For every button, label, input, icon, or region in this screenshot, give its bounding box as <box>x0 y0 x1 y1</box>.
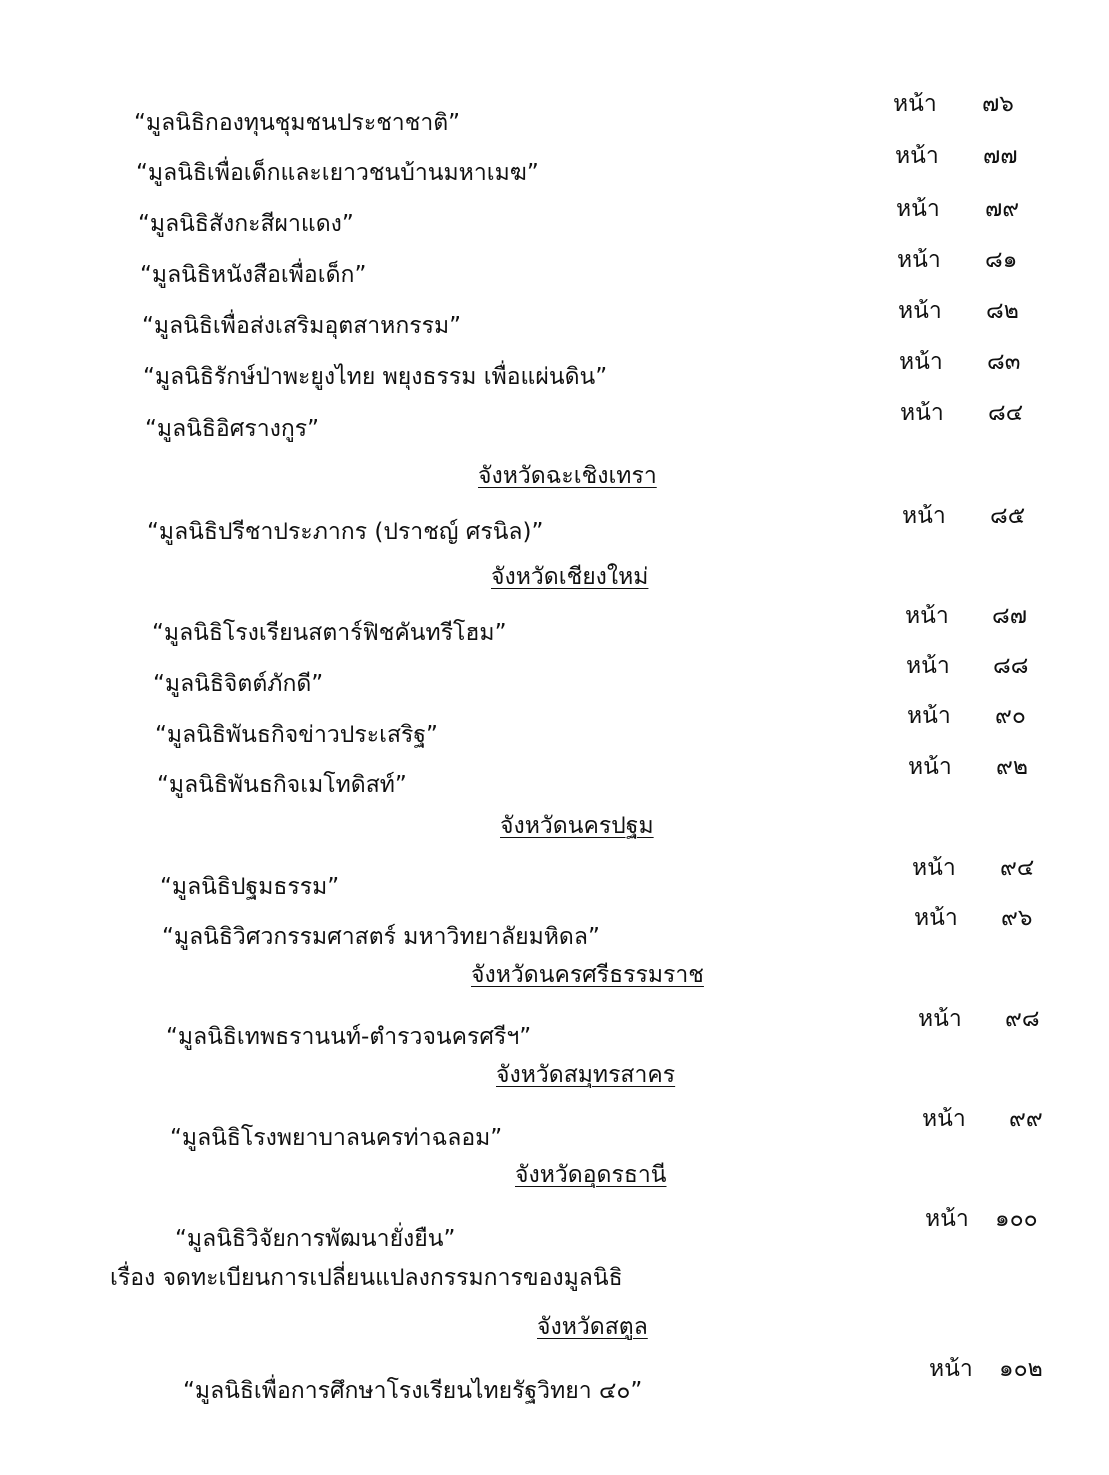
page-label: หน้า <box>912 855 956 881</box>
entry-name: “มูลนิธิเพื่อเด็กและเยาวชนบ้านมหาเมฆ” <box>136 160 539 186</box>
page-label: หน้า <box>925 1206 969 1232</box>
entry-name: “มูลนิธิเพื่อส่งเสริมอุตสาหกรรม” <box>142 313 462 339</box>
page-number: ๘๗ <box>992 603 1028 629</box>
province-heading: จังหวัดนครศรีธรรมราช <box>471 962 704 988</box>
page-number: ๑๐๒ <box>999 1356 1043 1382</box>
entry-name: “มูลนิธิปรีชาประภากร (ปราชญ์ ศรนิล)” <box>147 519 544 545</box>
entry-name: “มูลนิธิกองทุนชุมชนประชาชาติ” <box>134 110 461 136</box>
page-number: ๗๖ <box>982 91 1014 117</box>
page-number: ๘๔ <box>988 400 1024 426</box>
page-label: หน้า <box>922 1106 966 1132</box>
page-number: ๗๙ <box>985 196 1020 222</box>
page-label: หน้า <box>895 143 939 169</box>
page-label: หน้า <box>907 703 951 729</box>
page-label: หน้า <box>906 653 950 679</box>
page-label: หน้า <box>897 247 941 273</box>
page-label: หน้า <box>914 905 958 931</box>
page-number: ๘๒ <box>986 298 1019 324</box>
page-number: ๘๓ <box>987 349 1021 375</box>
page-label: หน้า <box>900 400 944 426</box>
province-heading: จังหวัดสมุทรสาคร <box>496 1062 676 1088</box>
entry-name: “มูลนิธิวิจัยการพัฒนายั่งยืน” <box>175 1226 456 1252</box>
entry-name: “มูลนิธิเพื่อการศึกษาโรงเรียนไทยรัฐวิทยา ๔๐” <box>183 1378 643 1404</box>
entry-name: “มูลนิธิจิตต์ภักดี” <box>153 671 324 697</box>
entry-name: “มูลนิธิหนังสือเพื่อเด็ก” <box>140 262 367 288</box>
page-number: ๘๕ <box>990 503 1026 529</box>
page-number: ๙๖ <box>1001 905 1033 931</box>
entry-name: “มูลนิธิรักษ์ป่าพะยูงไทย พยุงธรรม เพื่อแผ่นดิน” <box>143 364 608 390</box>
page-number: ๙๙ <box>1009 1106 1043 1132</box>
province-heading: จังหวัดนครปฐม <box>500 813 654 839</box>
province-heading: จังหวัดสตูล <box>537 1314 648 1340</box>
province-heading: จังหวัดอุดรธานี <box>515 1162 667 1188</box>
page-label: หน้า <box>902 503 946 529</box>
entry-name: “มูลนิธิสังกะสีผาแดง” <box>138 211 354 237</box>
page-number: ๑๐๐ <box>995 1206 1038 1232</box>
page-number: ๙๒ <box>996 754 1029 780</box>
page-number: ๙๔ <box>1000 855 1035 881</box>
entry-name: “มูลนิธิพันธกิจเมโทดิสท์” <box>157 772 407 798</box>
page-number: ๘๘ <box>993 653 1029 679</box>
page-label: หน้า <box>896 196 940 222</box>
entry-name: “มูลนิธิโรงพยาบาลนครท่าฉลอม” <box>170 1125 503 1151</box>
page-label: หน้า <box>898 298 942 324</box>
entry-name: “มูลนิธิโรงเรียนสตาร์ฟิชคันทรีโฮม” <box>152 620 507 646</box>
province-heading: จังหวัดฉะเชิงเทรา <box>478 463 657 489</box>
page-number: ๙๘ <box>1005 1006 1040 1032</box>
page-label: หน้า <box>918 1006 962 1032</box>
province-heading: จังหวัดเชียงใหม่ <box>491 564 649 590</box>
subject-heading: เรื่อง จดทะเบียนการเปลี่ยนแปลงกรรมการของมูลนิธิ <box>110 1265 623 1291</box>
entry-name: “มูลนิธิเทพธรานนท์-ตำรวจนครศรีฯ” <box>166 1024 532 1050</box>
page-label: หน้า <box>893 91 937 117</box>
page-number: ๗๗ <box>983 143 1018 169</box>
page-label: หน้า <box>905 603 949 629</box>
page-label: หน้า <box>908 754 952 780</box>
entry-name: “มูลนิธิอิศรางกูร” <box>145 416 320 442</box>
page-number: ๙๐ <box>995 703 1026 729</box>
entry-name: “มูลนิธิปฐมธรรม” <box>160 874 340 900</box>
entry-name: “มูลนิธิวิศวกรรมศาสตร์ มหาวิทยาลัยมหิดล” <box>162 924 600 950</box>
entry-name: “มูลนิธิพันธกิจข่าวประเสริฐ” <box>155 722 438 748</box>
page-number: ๘๑ <box>985 247 1018 273</box>
page-label: หน้า <box>899 349 943 375</box>
page-label: หน้า <box>929 1356 973 1382</box>
